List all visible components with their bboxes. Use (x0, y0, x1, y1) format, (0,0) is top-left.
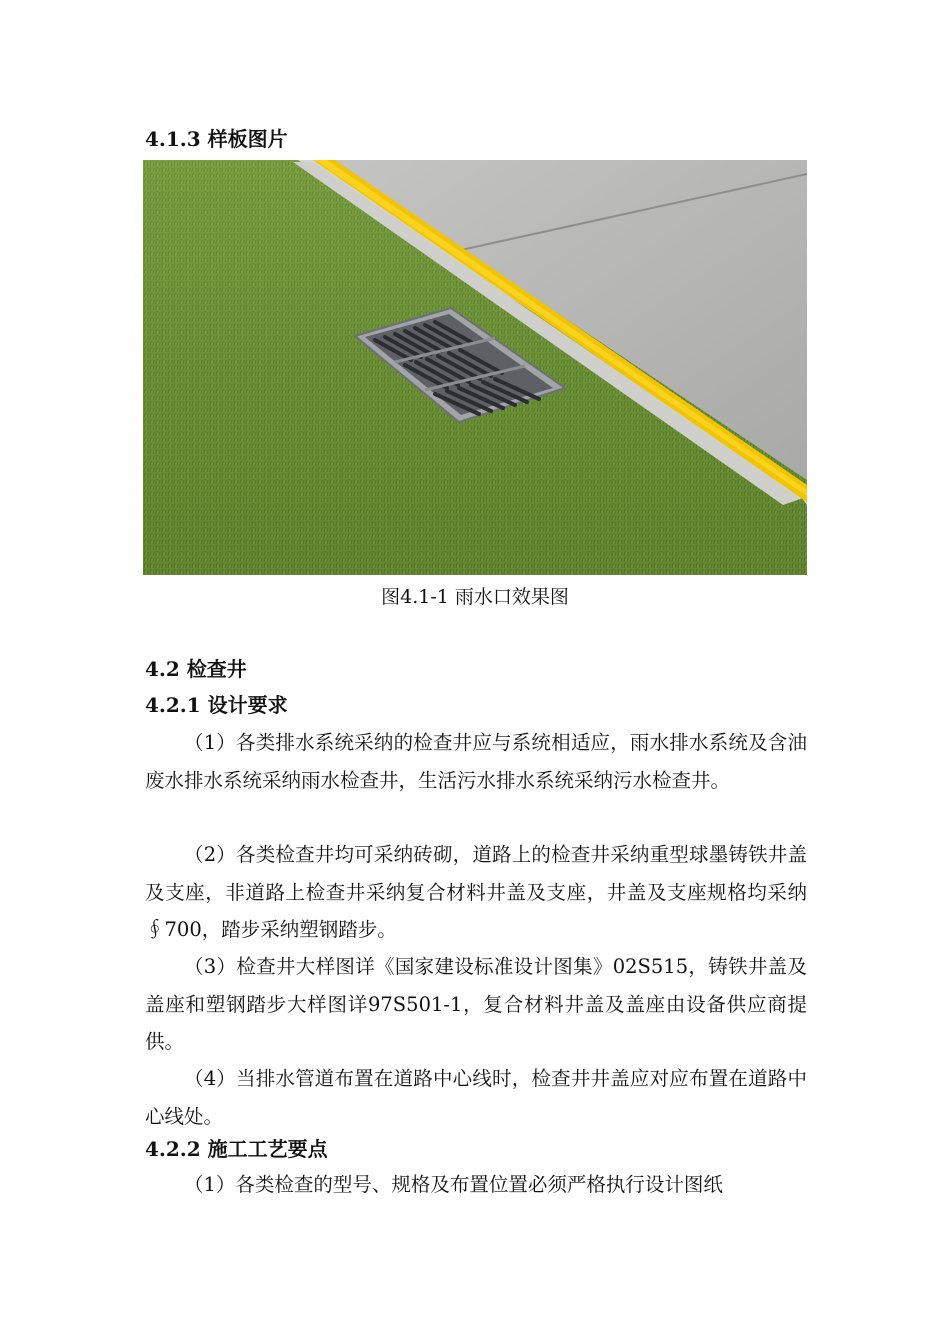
paragraph-construction-1: （1）各类检查的型号、规格及布置位置必须严格执行设计图纸 (184, 1173, 723, 1196)
section-heading-4-1-3: 4.1.3 样板图片 (145, 127, 288, 151)
section-heading-4-2: 4.2 检查井 (145, 657, 247, 681)
paragraph-design-1: （1）各类排水系统采纳的检查井应与系统相适应，雨水排水系统及含油废水排水系统采纳雨水检查井，生活污水排水系统采纳污水检查井。 (145, 731, 807, 792)
figure-rain-inlet-image (143, 160, 807, 575)
section-heading-4-2-1: 4.2.1 设计要求 (145, 693, 288, 717)
figure-caption: 图4.1-1 雨水口效果图 (381, 586, 569, 608)
paragraph-design-2: （2）各类检查井均可采纳砖砌，道路上的检查井采纳重型球墨铸铁井盖及支座，非道路上检查井采纳复合材料井盖及支座，井盖及支座规格均采纳∮700，踏步采纳塑钢踏步。 (145, 843, 807, 941)
section-heading-4-2-2: 4.2.2 施工工艺要点 (145, 1137, 328, 1161)
rain-inlet-illustration (143, 160, 807, 575)
paragraph-design-3: （3）检查井大样图详《国家建设标准设计图集》02S515，铸铁井盖及盖座和塑钢踏步大样图详97S501-1，复合材料井盖及盖座由设备供应商提供。 (145, 955, 807, 1053)
paragraph-design-4: （4）当排水管道布置在道路中心线时，检查井井盖应对应布置在道路中心线处。 (145, 1067, 807, 1128)
